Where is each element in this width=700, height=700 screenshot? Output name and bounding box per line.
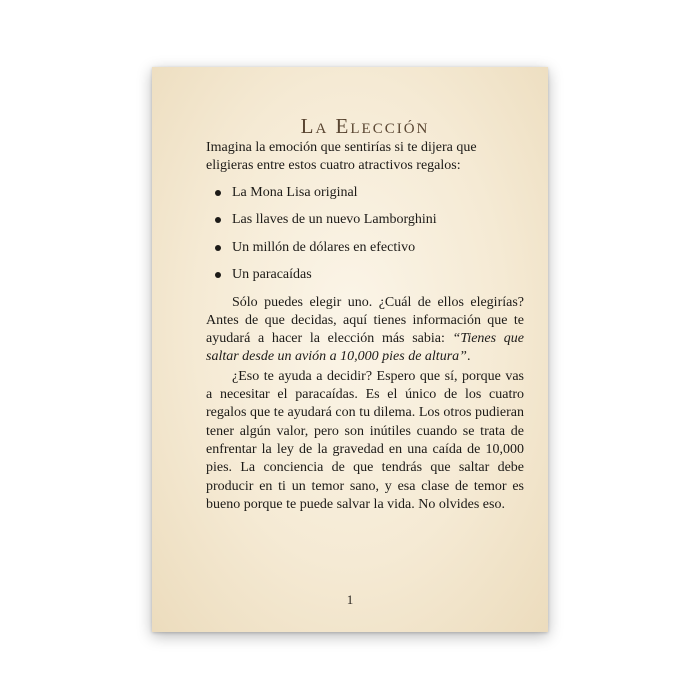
- list-item: [206, 184, 524, 202]
- bullet-icon: [215, 190, 221, 196]
- page-number: 1: [346, 592, 354, 607]
- intro-paragraph: Imagina la emoción que sentirías si te dijera que eligieras entre estos cuatro atractivos regalos:: [206, 140, 477, 174]
- quote-text: “Tienes que saltar desde un avión a 10,000 pies de altura”: [206, 331, 524, 365]
- list-item: [206, 211, 524, 229]
- book-page: [152, 67, 548, 632]
- page-title: La Elección: [300, 114, 430, 138]
- list-item-label: Las llaves de un nuevo Lamborghini: [232, 212, 437, 228]
- body-paragraph-1: [206, 294, 524, 367]
- bullet-icon: [215, 272, 221, 278]
- bullet-icon: [215, 245, 221, 251]
- paragraph-text: Sólo puedes elegir uno. ¿Cuál de ellos elegirías? Antes de que decidas, aquí tienes información que te ayudará a hacer la elección más sabia:: [206, 294, 524, 347]
- gift-list: [206, 184, 524, 285]
- bullet-icon: [215, 217, 221, 223]
- list-item: [206, 239, 524, 257]
- list-item-label: Un paracaídas: [232, 267, 312, 283]
- body-paragraph-2: ¿Eso te ayuda a decidir? Espero que sí, porque vas a necesitar el paracaídas. Es el único de los cuatro regalos que te ayudará con tu dilema. Los otros pudieran tener algún valor, pero son inútiles cuando se trata de enfrentar la ley de la gravedad en una caída de 10,000 pies. La conciencia de que tendrás que saltar debe producir en ti un temor sano, y esa clase de temor es bueno porque te puede salvar la vida. No olvides eso.: [206, 368, 524, 512]
- list-item-label: La Mona Lisa original: [232, 184, 358, 200]
- list-item: [206, 266, 524, 284]
- list-item-label: Un millón de dólares en efectivo: [232, 239, 416, 255]
- paragraph-end: .: [466, 349, 471, 365]
